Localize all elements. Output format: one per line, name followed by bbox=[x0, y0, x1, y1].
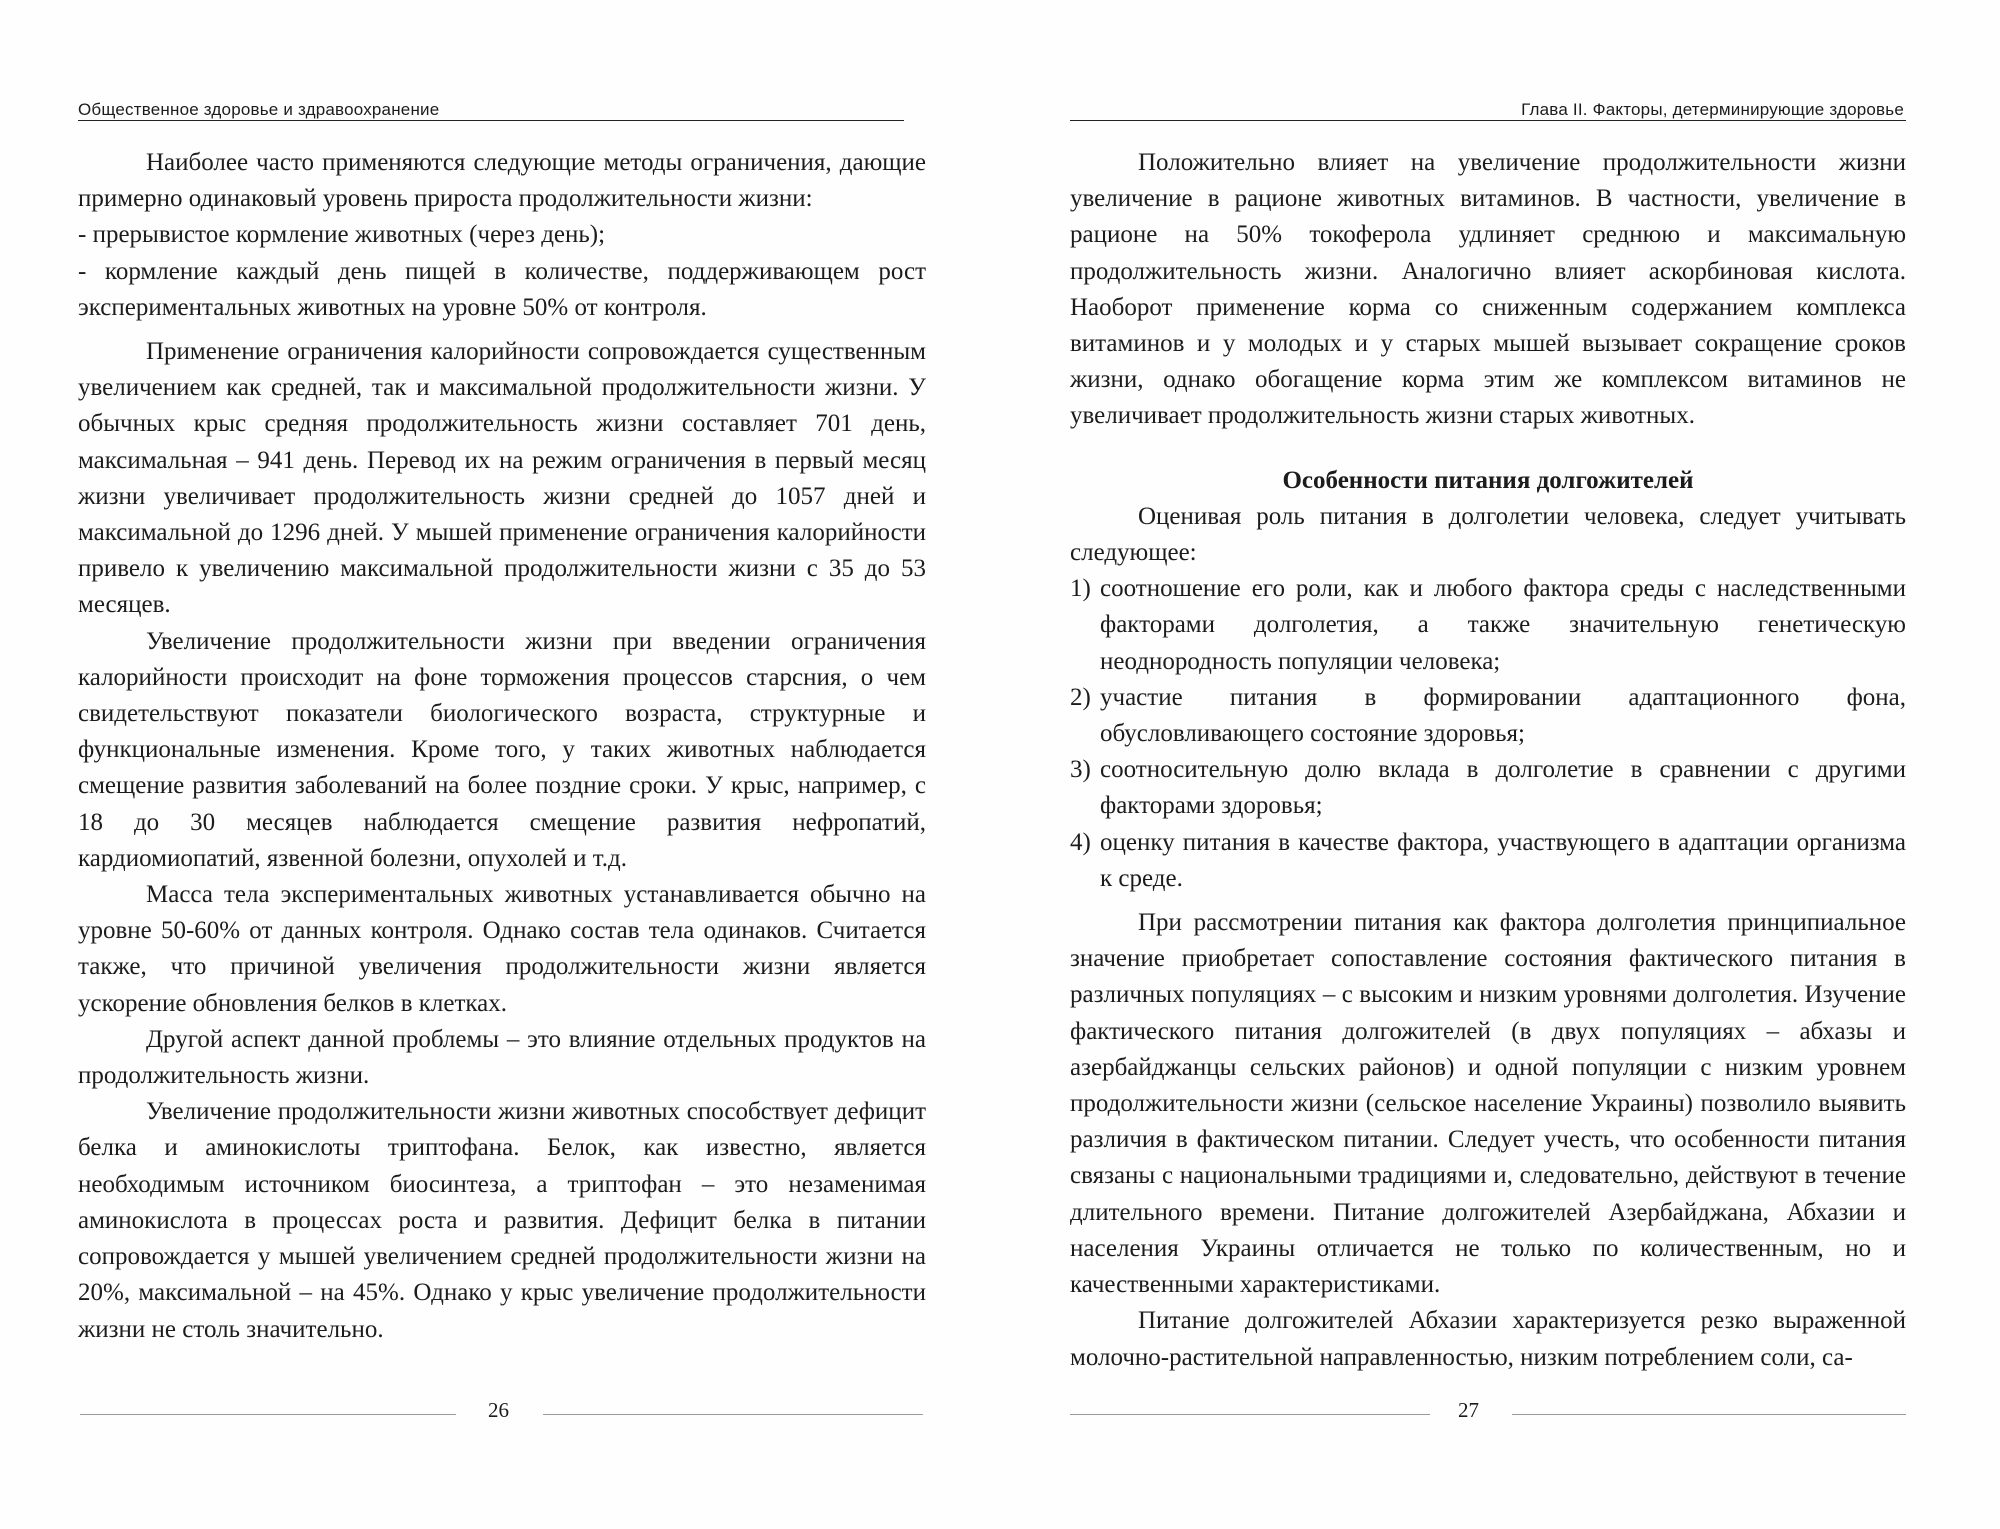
list-item-text: участие питания в формировании адаптационного фона, обусловливающего состояние здоровья; bbox=[1100, 683, 1906, 748]
section-heading: Особенности питания долгожителей bbox=[1282, 466, 1694, 494]
list-item bbox=[1070, 571, 1906, 680]
left-running-head: Общественное здоровье и здравоохранение bbox=[78, 100, 440, 119]
right-page bbox=[1000, 0, 2000, 1529]
paragraph: Наиболее часто применяются следующие методы ограничения, дающие примерно одинаковый уровень прироста продолжительности жизни: bbox=[78, 149, 926, 213]
paragraph: Положительно влияет на увеличение продолжительности жизни увеличение в рационе животных витаминов. В частности, увеличение в рационе на 50% токоферола удлиняет среднюю и максимальную продолжительность жизни. Аналогично влияет аскорбиновая кислота. Наоборот применение корма со сниженным содержанием комплекса витаминов и у молодых и у старых мышей вызывает сокращение сроков жизни, однако обогащение корма этим же комплексом витаминов не увеличивает продолжительность жизни старых животных. bbox=[1070, 149, 1906, 430]
list-number: 4) bbox=[1070, 828, 1091, 856]
paragraph: Увеличение продолжительности жизни животных способствует дефицит белка и аминокислоты триптофана. Белок, как известно, является необходимым источником биосинтеза, а триптофан – это незаменимая аминокислота в процессах роста и развития. Дефицит белка в питании сопровождается у мышей увеличением средней продолжительности жизни на 20%, максимальной – на 45%. Однако у крыс увеличение продолжительности жизни не столь значительно. bbox=[78, 1098, 926, 1343]
left-header-rule bbox=[78, 120, 904, 121]
right-footer-rule bbox=[1512, 1414, 1906, 1415]
list-item-text: соотносительную долю вклада в долголетие в сравнении с другими факторами здоровья; bbox=[1100, 756, 1906, 820]
right-header-rule bbox=[1070, 120, 1906, 121]
left-footer-rule bbox=[80, 1414, 456, 1415]
left-footer-rule bbox=[543, 1414, 923, 1415]
list-item bbox=[1070, 680, 1906, 752]
list-item: - кормление каждый день пищей в количестве, поддерживающем рост экспериментальных животных на уровне 50% от контроля. bbox=[78, 257, 926, 321]
list-item: - прерывистое кормление животных (через день); bbox=[78, 221, 606, 249]
list-number: 3) bbox=[1070, 756, 1091, 784]
paragraph: Другой аспект данной проблемы – это влияние отдельных продуктов на продолжительность жизни. bbox=[78, 1025, 926, 1090]
right-running-head: Глава II. Факторы, детерминирующие здоровье bbox=[1521, 100, 1904, 119]
paragraph: Увеличение продолжительности жизни при введении ограничения калорийности происходит на фоне торможения процессов старсния, о чем свидетельствуют показатели биологического возраста, структурные и функциональные изменения. Кроме того, у таких животных наблюдается смещение развития заболеваний на более поздние сроки. У крыс, например, с 18 до 30 месяцев наблюдается смещение развития нефропатий, кардиомиопатий, язвенной болезни, опухолей и т.д. bbox=[78, 627, 926, 872]
list-number: 1) bbox=[1070, 575, 1091, 603]
paragraph: Масса тела экспериментальных животных устанавливается обычно на уровне 50-60% от данных контроля. Однако состав тела одинаков. Считается также, что причиной увеличения продолжительности жизни является ускорение обновления белков в клетках. bbox=[78, 881, 926, 1017]
list-item-text: соотношение его роли, как и любого фактора среды с наследственными факторами долголетия, а также значительную генетическую неоднородность популяции человека; bbox=[1100, 575, 1906, 675]
right-page-body bbox=[1070, 145, 1906, 1376]
list-item bbox=[1070, 825, 1906, 897]
right-footer-rule bbox=[1070, 1414, 1430, 1415]
page-number: 27 bbox=[1458, 1398, 1479, 1422]
list-item-text: оценку питания в качестве фактора, участвующего в адаптации организма к среде. bbox=[1100, 828, 1906, 892]
numbered-list bbox=[1070, 571, 1906, 897]
paragraph: Питание долгожителей Абхазии характеризуется резко выраженной молочно-растительной направленностью, низким потреблением соли, са- bbox=[1070, 1307, 1906, 1371]
list-number: 2) bbox=[1070, 683, 1091, 711]
paragraph: При рассмотрении питания как фактора долголетия принципиальное значение приобретает сопоставление состояния фактического питания в различных популяциях – с высоким и низким уровнями долголетия. Изучение фактического питания долгожителей (в двух популяциях – абхазы и азербайджанцы сельских районов) и одной популяции с низким уровнем продолжительности жизни (сельское население Украины) позволило выявить различия в фактическом питании. Следует учесть, что особенности питания связаны с национальными традициями и, следовательно, действуют в течение длительного времени. Питание долгожителей Азербайджана, Абхазии и населения Украины отличается не только по количественным, но и качественными характеристиками. bbox=[1070, 909, 1906, 1299]
left-page-body bbox=[78, 145, 926, 1348]
paragraph: Применение ограничения калорийности сопровождается существенным увеличением как средней, так и максимальной продолжительности жизни. У обычных крыс средняя продолжительность жизни составляет 701 день, максимальная – 941 день. Перевод их на режим ограничения в первый месяц жизни увеличивает продолжительность жизни средней до 1057 дней и максимальной до 1296 дней. У мышей применение ограничения калорийности привело к увеличению максимальной продолжительности жизни с 35 до 53 месяцев. bbox=[78, 338, 926, 619]
paragraph: Оценивая роль питания в долголетии человека, следует учитывать следующее: bbox=[1070, 502, 1906, 567]
page-number: 26 bbox=[488, 1398, 509, 1422]
list-item bbox=[1070, 752, 1906, 824]
